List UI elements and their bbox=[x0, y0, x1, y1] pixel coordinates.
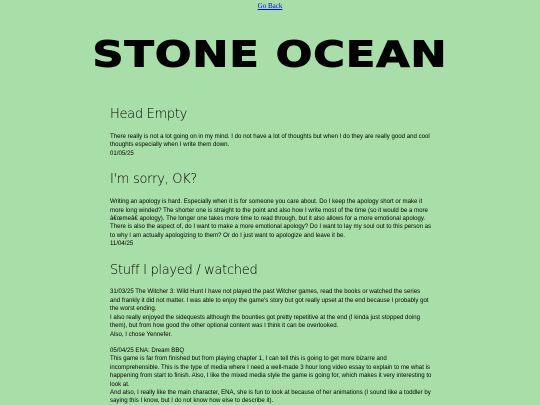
review-line: 31/03/25 The Witcher 3: Wild Hunt I have not played the past Witcher games, read the books or watched the series and frankly it did not matter. I was able to enjoy the game's story but got really upset at the end because I probably got the worst ending. bbox=[110, 288, 429, 313]
post-title: Stuff I played / watched bbox=[110, 262, 258, 278]
site-title: STONE OCEAN bbox=[92, 34, 448, 76]
review-line: I also really enjoyed the sidequests although the bounties got pretty repetitive at the end (I kinda just stopped doing them), but from how good the other optional content was I think it can be overlooked. bbox=[110, 313, 420, 330]
review-entry bbox=[110, 288, 432, 338]
post-date: 11/04/25 bbox=[110, 240, 134, 248]
blog-content bbox=[110, 108, 432, 405]
post-body: There really is not a lot going on in my mind. I do not have a lot of thoughts but when I do they are really good and cool thoughts especially when I write them down. bbox=[110, 132, 430, 149]
post-date: 01/05/25 bbox=[110, 149, 134, 157]
post-title: Head Empty bbox=[110, 107, 188, 122]
review-line: Also, I chose Yennefer. bbox=[110, 330, 172, 338]
post-title: I'm sorry, OK? bbox=[110, 172, 198, 188]
blog-post bbox=[110, 108, 432, 158]
review-entry bbox=[110, 347, 432, 405]
blog-post bbox=[110, 173, 432, 248]
post-body: There is also the aspect of, do I want to make a more emotional apology? Do I want to lay my soul out to this person as to why I am actually apologizing to them? Or do I just want to apologize and leave it be. bbox=[110, 223, 432, 239]
review-line: 05/04/25 ENA: Dream BBQ bbox=[110, 346, 185, 354]
blog-post bbox=[110, 264, 432, 405]
review-line: This game is far from finished but from playing chapter 1, I can tell this is going to get more bizarre and incomprehensible. This is the type of media where I need a well-made 3 hour long video essay to explain to me what is happening from start to finish. Also, I like the mixed media style the game is going for, which makes it very interesting to look at. bbox=[110, 355, 432, 388]
review-line: And also, I really like the main character, ENA, she is fun to look at because of her animations (I sound like a toddler by saying this I know, but I do not know how else to describe it). bbox=[110, 388, 431, 405]
post-body: Writing an apology is hard. Especially when it is for someone you care about. Do I keep the apology short or make it more long winded? The shorter one is straight to the point and also how I write most of the time (so it would be a more â€œmeâ€ apology). The longer one takes more time to read through, but it also allows for a more emotional apology. bbox=[110, 198, 428, 222]
go-back-link[interactable]: Go Back bbox=[257, 2, 283, 10]
